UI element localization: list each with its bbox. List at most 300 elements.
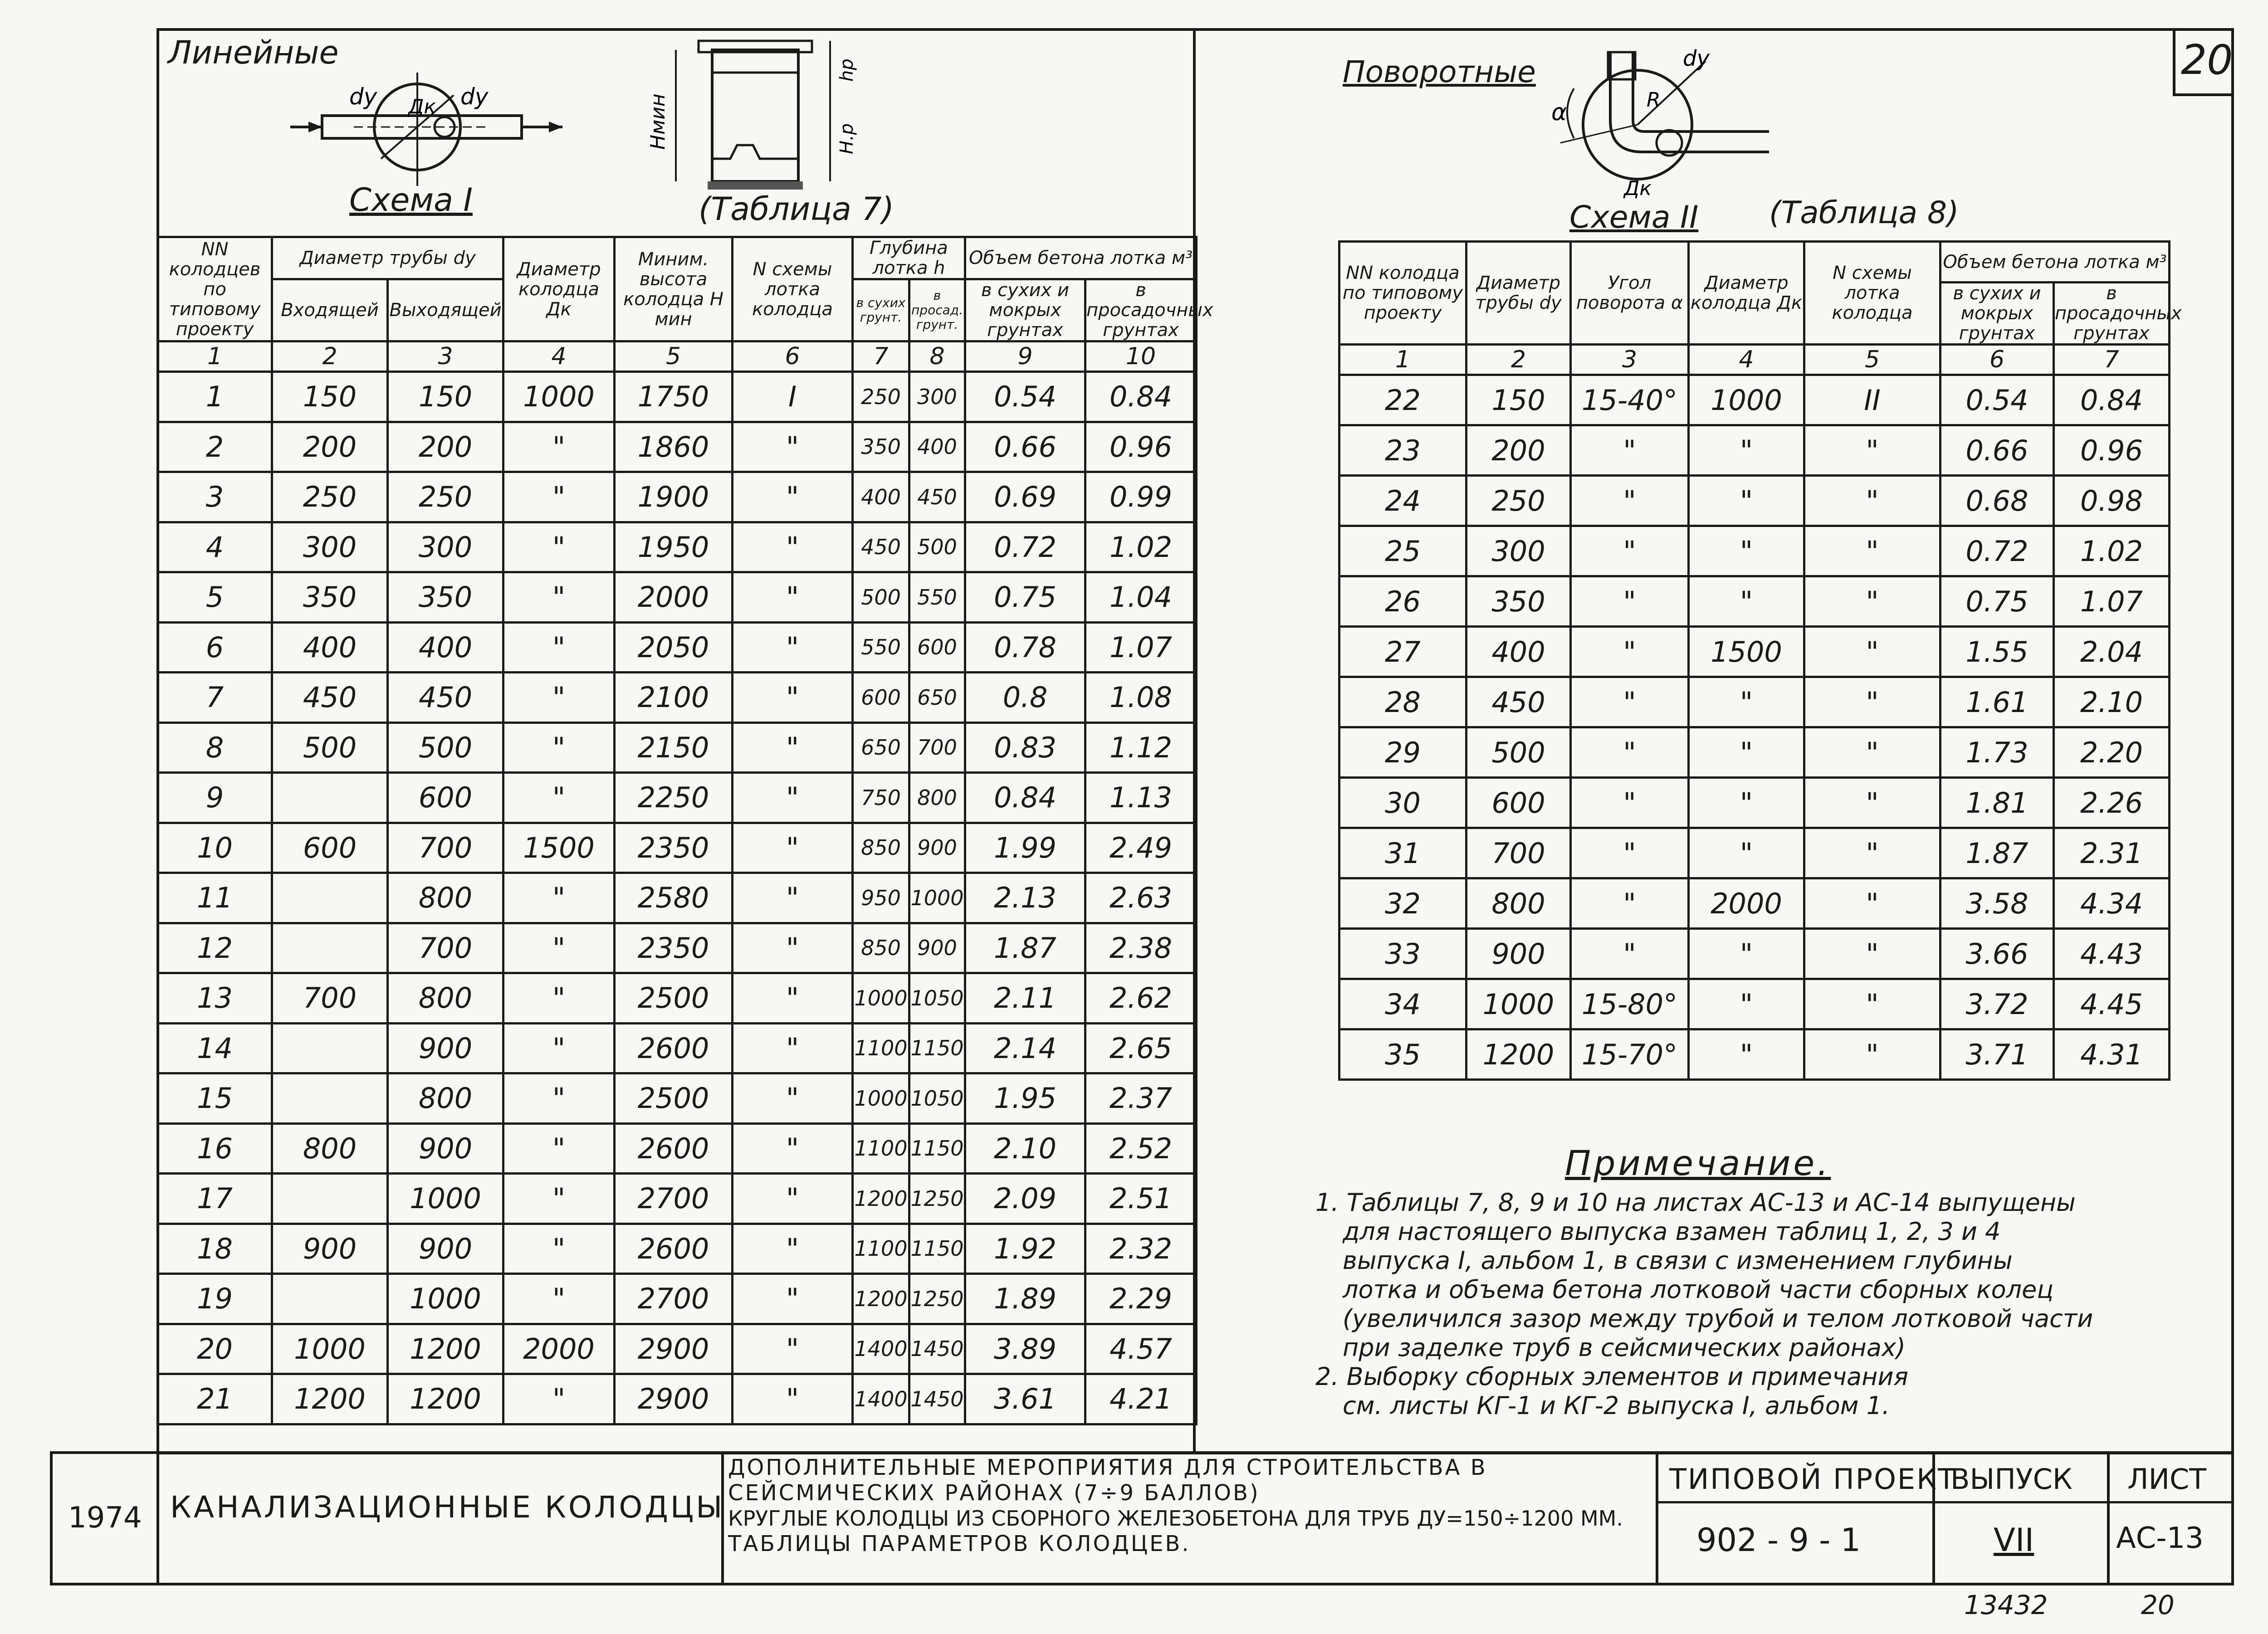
t7-cell: "	[503, 873, 615, 923]
table-row	[1339, 727, 2170, 778]
t7-cell: 800	[272, 1123, 388, 1174]
stamp-label-row-line	[1656, 1501, 2234, 1503]
t8-h-c67: Объем бетона лотка м³	[1941, 242, 2170, 283]
t7-cell: 0.83	[965, 722, 1085, 773]
t7-cell: 850	[853, 923, 909, 973]
t7-cell: 2.37	[1085, 1073, 1197, 1124]
t8-cell: 3.58	[1941, 878, 2054, 929]
t7-cell: 450	[909, 472, 965, 522]
t8-cell: "	[1689, 778, 1804, 828]
t7-cell: 0.99	[1085, 472, 1197, 522]
t7-cell: "	[503, 722, 615, 773]
t8-cell: "	[1571, 929, 1689, 979]
t7-cell: 400	[388, 622, 503, 673]
t7-cell: 1150	[909, 1224, 965, 1274]
t7-cell: "	[503, 1374, 615, 1424]
t7-cell: 450	[272, 673, 388, 723]
t7-cell: "	[733, 973, 853, 1024]
t7-h-c8: в просад. грунт.	[909, 279, 965, 341]
stamp-desc-line: СЕЙСМИЧЕСКИХ РАЙОНАХ (7÷9 БАЛЛОВ)	[728, 1480, 1260, 1506]
t7-cell: 1500	[503, 823, 615, 873]
t7-h-c23: Диаметр трубы dy	[272, 237, 503, 279]
t7-cell: 750	[853, 773, 909, 823]
t7-cell: 4.21	[1085, 1374, 1197, 1424]
t8-colnum: 1	[1339, 345, 1466, 375]
t7-cell: 2.38	[1085, 923, 1197, 973]
t7-cell: 400	[272, 622, 388, 673]
t7-cell: 0.72	[965, 522, 1085, 572]
stamp-issue-label: ВЫПУСК	[1950, 1463, 2072, 1496]
t7-cell: 400	[853, 472, 909, 522]
table-row	[1339, 677, 2170, 727]
t8-cell: 4.31	[2054, 1029, 2170, 1080]
t7-h-c910: Объем бетона лотка м³	[965, 237, 1197, 279]
t7-cell: 0.78	[965, 622, 1085, 673]
t8-cell: "	[1689, 677, 1804, 727]
t8-cell: "	[1571, 828, 1689, 878]
t8-cell: 350	[1466, 576, 1571, 627]
t8-cell: 0.98	[2054, 476, 2170, 526]
t8-cell: 0.68	[1941, 476, 2054, 526]
t7-cell: 400	[909, 422, 965, 472]
t7-h-c3: Выходящей	[388, 279, 503, 341]
t8-colnum: 3	[1571, 345, 1689, 375]
t8-cell: 800	[1466, 878, 1571, 929]
table8-ref: (Таблица 8)	[1769, 195, 1959, 231]
t7-cell: 2.49	[1085, 823, 1197, 873]
t7-cell: 2.63	[1085, 873, 1197, 923]
table-row	[158, 823, 1197, 873]
t7-cell: "	[733, 1174, 853, 1224]
t7-cell: 17	[158, 1174, 272, 1224]
t7-cell: 600	[388, 773, 503, 823]
t8-cell: 400	[1466, 627, 1571, 677]
t7-cell: 4.57	[1085, 1324, 1197, 1374]
t7-cell: 18	[158, 1224, 272, 1274]
t7-cell: 600	[853, 673, 909, 723]
t8-h-c2: Диаметр трубы dy	[1466, 242, 1571, 345]
hmin-label: Hмин	[646, 93, 670, 150]
t7-cell: 300	[909, 372, 965, 422]
t7-cell: 0.84	[1085, 372, 1197, 422]
t8-cell: 0.84	[2054, 375, 2170, 425]
stamp-top-line	[50, 1451, 2234, 1454]
table-row	[158, 622, 1197, 673]
t7-cell: 1200	[853, 1174, 909, 1224]
t7-cell: "	[733, 923, 853, 973]
t7-cell: 900	[388, 1224, 503, 1274]
t7-cell: 350	[388, 572, 503, 623]
t7-cell: 1050	[909, 973, 965, 1024]
t7-cell: 700	[909, 722, 965, 773]
t7-cell: "	[733, 1224, 853, 1274]
t7-h-c1: NN колодцев по типовому проекту	[158, 237, 272, 341]
t8-cell: 250	[1466, 476, 1571, 526]
t7-cell: 800	[388, 873, 503, 923]
t8-cell: 1500	[1689, 627, 1804, 677]
t7-colnum: 2	[272, 341, 388, 372]
table-row	[1339, 878, 2170, 929]
footer-page: 20	[2141, 1590, 2175, 1620]
table-row	[158, 1023, 1197, 1073]
t7-cell: 2.51	[1085, 1174, 1197, 1224]
stamp-bottom-line	[50, 1583, 2234, 1585]
t7-cell: 1000	[388, 1274, 503, 1324]
t7-h-c6: N схемы лотка колодца	[733, 237, 853, 341]
t8-cell: 3.71	[1941, 1029, 2054, 1080]
table-row	[158, 673, 1197, 723]
t8-cell: 3.72	[1941, 979, 2054, 1029]
t8-cell: "	[1689, 476, 1804, 526]
t7-cell: 10	[158, 823, 272, 873]
table-row	[1339, 778, 2170, 828]
t7-cell: 1450	[909, 1374, 965, 1424]
t8-cell: "	[1804, 878, 1941, 929]
t7-cell: 2050	[615, 622, 733, 673]
t7-cell: 3.89	[965, 1324, 1085, 1374]
t7-cell: "	[503, 923, 615, 973]
t7-cell: 300	[388, 522, 503, 572]
t7-cell: 900	[272, 1224, 388, 1274]
t7-cell: "	[503, 522, 615, 572]
t7-colnum: 1	[158, 341, 272, 372]
t8-h-c3: Угол поворота α	[1571, 242, 1689, 345]
stamp-divider-1	[156, 1451, 159, 1585]
t8-cell: "	[1804, 979, 1941, 1029]
t7-cell: 1950	[615, 522, 733, 572]
t8-h-c1: NN колодца по типовому проекту	[1339, 242, 1466, 345]
t7-cell: 2600	[615, 1023, 733, 1073]
t7-cell: 350	[272, 572, 388, 623]
t7-cell: 200	[272, 422, 388, 472]
t7-cell: 8	[158, 722, 272, 773]
t7-cell: 2700	[615, 1174, 733, 1224]
t7-cell: "	[503, 773, 615, 823]
t8-cell: "	[1689, 1029, 1804, 1080]
t7-cell: 2.09	[965, 1174, 1085, 1224]
t7-cell: 21	[158, 1374, 272, 1424]
table7	[156, 236, 1213, 1425]
t7-h-c2: Входящей	[272, 279, 388, 341]
t7-cell: 1860	[615, 422, 733, 472]
t7-cell: 3.61	[965, 1374, 1085, 1424]
t7-cell: 1150	[909, 1123, 965, 1174]
stamp-name: КАНАЛИЗАЦИОННЫЕ КОЛОДЦЫ	[170, 1490, 725, 1525]
t7-cell: 14	[158, 1023, 272, 1073]
t7-cell: "	[733, 1274, 853, 1324]
t8-cell: 0.66	[1941, 425, 2054, 476]
t7-cell: 1000	[909, 873, 965, 923]
t7-cell: 1000	[853, 973, 909, 1024]
t7-cell: 1150	[909, 1023, 965, 1073]
alpha-label: α	[1551, 99, 1567, 126]
t8-cell: "	[1804, 576, 1941, 627]
t8-colnum: 4	[1689, 345, 1804, 375]
t7-cell: "	[733, 722, 853, 773]
t7-cell: 19	[158, 1274, 272, 1324]
table-row	[158, 973, 1197, 1024]
t7-colnum: 7	[853, 341, 909, 372]
note-body	[1315, 1188, 2214, 1420]
t7-cell: 450	[853, 522, 909, 572]
t7-cell: 900	[388, 1023, 503, 1073]
t7-cell: "	[503, 1073, 615, 1124]
t8-cell: 2.04	[2054, 627, 2170, 677]
note-line: 2. Выборку сборных элементов и примечания	[1315, 1362, 1908, 1391]
t7-cell: 650	[853, 722, 909, 773]
t8-cell: 15-70°	[1571, 1029, 1689, 1080]
t7-cell: 16	[158, 1123, 272, 1174]
t8-cell: "	[1804, 627, 1941, 677]
t7-cell: 1250	[909, 1274, 965, 1324]
t7-cell: "	[733, 1023, 853, 1073]
t7-cell: 1.12	[1085, 722, 1197, 773]
t7-cell: 800	[388, 1073, 503, 1124]
table-row	[1339, 627, 2170, 677]
t7-cell: 2250	[615, 773, 733, 823]
t7-cell: 2000	[503, 1324, 615, 1374]
t7-cell: 1200	[853, 1274, 909, 1324]
t7-cell: 1000	[503, 372, 615, 422]
stamp-sheet-label: ЛИСТ	[2127, 1463, 2207, 1496]
table-row	[158, 472, 1197, 522]
t8-cell: 33	[1339, 929, 1466, 979]
t7-cell: 1000	[388, 1174, 503, 1224]
t8-colnum: 6	[1941, 345, 2054, 375]
t7-cell: 200	[388, 422, 503, 472]
scheme1-title: Линейные	[168, 34, 339, 71]
t7-cell: "	[503, 422, 615, 472]
t7-cell	[272, 1073, 388, 1124]
t7-cell: 2.14	[965, 1023, 1085, 1073]
t8-cell: "	[1571, 576, 1689, 627]
stamp-desc-line: ТАБЛИЦЫ ПАРАМЕТРОВ КОЛОДЦЕВ.	[728, 1531, 1191, 1556]
note-line: см. листы КГ-1 и КГ-2 выпуска I, альбом 1.	[1343, 1391, 1890, 1420]
t8-cell: 0.75	[1941, 576, 2054, 627]
t7-cell: 2600	[615, 1123, 733, 1174]
note-line: при заделке труб в сейсмических районах)	[1343, 1333, 1906, 1362]
t7-cell: "	[503, 1123, 615, 1174]
t7-colnum: 9	[965, 341, 1085, 372]
t8-cell: "	[1804, 727, 1941, 778]
stamp-year: 1974	[68, 1501, 142, 1535]
table-row	[158, 372, 1197, 422]
t8-cell: "	[1571, 727, 1689, 778]
t7-cell: 600	[272, 823, 388, 873]
t7-cell: "	[733, 1324, 853, 1374]
t8-cell: 200	[1466, 425, 1571, 476]
table-row	[1339, 476, 2170, 526]
table-row	[158, 1374, 1197, 1424]
t7-cell: 1	[158, 372, 272, 422]
t7-cell: 1.04	[1085, 572, 1197, 623]
t7-cell: 650	[909, 673, 965, 723]
t7-cell: "	[503, 1174, 615, 1224]
t8-cell: 24	[1339, 476, 1466, 526]
t8-cell: 1.07	[2054, 576, 2170, 627]
t7-cell: 800	[909, 773, 965, 823]
t7-cell: "	[733, 823, 853, 873]
t7-cell: 300	[272, 522, 388, 572]
t8-cell: 3.66	[1941, 929, 2054, 979]
hp-label: hр	[836, 59, 857, 82]
t7-cell: "	[503, 1023, 615, 1073]
t8-cell: 4.43	[2054, 929, 2170, 979]
t8-cell: "	[1571, 778, 1689, 828]
t7-cell: 2150	[615, 722, 733, 773]
table-row	[158, 722, 1197, 773]
t7-cell	[272, 923, 388, 973]
t7-cell	[272, 1023, 388, 1073]
t7-cell: "	[503, 673, 615, 723]
t7-cell: "	[503, 973, 615, 1024]
t8-cell: 28	[1339, 677, 1466, 727]
t7-cell: "	[503, 572, 615, 623]
t8-cell: "	[1689, 576, 1804, 627]
t8-cell: "	[1804, 526, 1941, 576]
table-row	[1339, 929, 2170, 979]
t7-cell: 250	[388, 472, 503, 522]
hp2-label: H.р	[836, 123, 857, 154]
t7-colnum: 4	[503, 341, 615, 372]
table7-ref: (Таблица 7)	[699, 190, 894, 228]
t8-cell: 150	[1466, 375, 1571, 425]
table-row	[158, 1274, 1197, 1324]
t7-cell: 1400	[853, 1324, 909, 1374]
t8-cell: 1.55	[1941, 627, 2054, 677]
t8-cell: 1200	[1466, 1029, 1571, 1080]
t7-cell: 1200	[388, 1374, 503, 1424]
stamp-divider-5	[2107, 1451, 2110, 1585]
t7-cell: 13	[158, 973, 272, 1024]
t7-cell: 2500	[615, 1073, 733, 1124]
t7-cell: 250	[272, 472, 388, 522]
t7-cell: "	[733, 1073, 853, 1124]
t8-cell: "	[1804, 828, 1941, 878]
t8-cell: 1.73	[1941, 727, 2054, 778]
t8-cell: "	[1689, 526, 1804, 576]
t8-cell: 4.45	[2054, 979, 2170, 1029]
t7-cell: "	[733, 472, 853, 522]
t7-cell: 1000	[853, 1073, 909, 1124]
t7-cell: 1000	[272, 1324, 388, 1374]
t7-cell: "	[733, 1374, 853, 1424]
t8-h-c5: N схемы лотка колодца	[1804, 242, 1941, 345]
t8-cell: 35	[1339, 1029, 1466, 1080]
t7-cell: 0.69	[965, 472, 1085, 522]
t7-cell: 700	[388, 923, 503, 973]
t7-colnum: 6	[733, 341, 853, 372]
t7-cell: 0.66	[965, 422, 1085, 472]
dy-label: dy	[1683, 46, 1710, 71]
stamp-desc-line: ДОПОЛНИТЕЛЬНЫЕ МЕРОПРИЯТИЯ ДЛЯ СТРОИТЕЛЬСТВА В	[728, 1455, 1487, 1480]
t8-cell: "	[1804, 677, 1941, 727]
t8-cell: 26	[1339, 576, 1466, 627]
table8	[1338, 240, 2182, 1081]
t7-cell: 2500	[615, 973, 733, 1024]
t7-cell: 500	[909, 522, 965, 572]
stamp-left-line	[50, 1451, 53, 1585]
t7-h-c78: Глубина лотка h	[853, 237, 965, 279]
t8-colnum: 2	[1466, 345, 1571, 375]
t8-cell: 4.34	[2054, 878, 2170, 929]
table-row	[1339, 375, 2170, 425]
t8-cell: 30	[1339, 778, 1466, 828]
t7-cell: 2700	[615, 1274, 733, 1324]
t7-cell: 500	[388, 722, 503, 773]
t8-h-c4: Диаметр колодца Дк	[1689, 242, 1804, 345]
table-row	[158, 522, 1197, 572]
t7-cell: 900	[909, 923, 965, 973]
t7-cell	[272, 773, 388, 823]
t7-cell: 2.13	[965, 873, 1085, 923]
table-row	[1339, 828, 2170, 878]
t7-cell: 2.29	[1085, 1274, 1197, 1324]
t8-cell: 2000	[1689, 878, 1804, 929]
t7-cell: 700	[388, 823, 503, 873]
t8-cell: "	[1571, 425, 1689, 476]
table-row	[158, 422, 1197, 472]
stamp-right-line	[2231, 1451, 2234, 1585]
table-row	[1339, 425, 2170, 476]
t7-cell: 1.02	[1085, 522, 1197, 572]
t7-cell: 1.95	[965, 1073, 1085, 1124]
t7-cell: "	[503, 622, 615, 673]
t8-cell: 22	[1339, 375, 1466, 425]
stamp-desc-line: КРУГЛЫЕ КОЛОДЦЫ ИЗ СБОРНОГО ЖЕЛЕЗОБЕТОНА ДЛЯ ТРУБ ДУ=150÷1200 ММ.	[728, 1506, 1623, 1531]
t8-cell: "	[1571, 476, 1689, 526]
t7-cell: 1.07	[1085, 622, 1197, 673]
t8-cell: "	[1571, 526, 1689, 576]
table-row	[158, 773, 1197, 823]
t7-cell: 250	[853, 372, 909, 422]
t7-cell: 2.32	[1085, 1224, 1197, 1274]
t7-cell: 1200	[388, 1324, 503, 1374]
scheme1-section-drawing	[640, 32, 912, 200]
t7-cell: 1100	[853, 1224, 909, 1274]
t8-cell: 700	[1466, 828, 1571, 878]
stamp-description	[728, 1455, 1653, 1556]
table7-body	[158, 372, 1197, 1424]
t8-cell: "	[1571, 878, 1689, 929]
t7-h-c5: Миним. высота колодца Н мин	[615, 237, 733, 341]
t7-cell: 2600	[615, 1224, 733, 1274]
t8-colnum: 5	[1804, 345, 1941, 375]
t7-cell: "	[733, 673, 853, 723]
note-title: Примечание.	[1565, 1143, 1831, 1183]
t7-cell: 2900	[615, 1324, 733, 1374]
t7-cell: "	[733, 773, 853, 823]
t7-cell: 2.11	[965, 973, 1085, 1024]
t7-h-c9: в сухих и мокрых грунтах	[965, 279, 1085, 341]
t8-cell: 1.81	[1941, 778, 2054, 828]
t7-cell: 800	[388, 973, 503, 1024]
note-line: выпуска I, альбом 1, в связи с изменением глубины	[1343, 1246, 2013, 1275]
t7-cell: 1100	[853, 1023, 909, 1073]
t7-cell: 350	[853, 422, 909, 472]
t7-cell: 2100	[615, 673, 733, 723]
t8-cell: "	[1571, 627, 1689, 677]
t8-cell: 300	[1466, 526, 1571, 576]
stamp-issue-value: VII	[1994, 1522, 2034, 1559]
t7-cell: "	[503, 1224, 615, 1274]
t7-cell: 450	[388, 673, 503, 723]
t7-cell: "	[503, 1274, 615, 1324]
t7-cell: 850	[853, 823, 909, 873]
t7-cell: 900	[909, 823, 965, 873]
t8-cell: 2.10	[2054, 677, 2170, 727]
t7-cell: 500	[272, 722, 388, 773]
